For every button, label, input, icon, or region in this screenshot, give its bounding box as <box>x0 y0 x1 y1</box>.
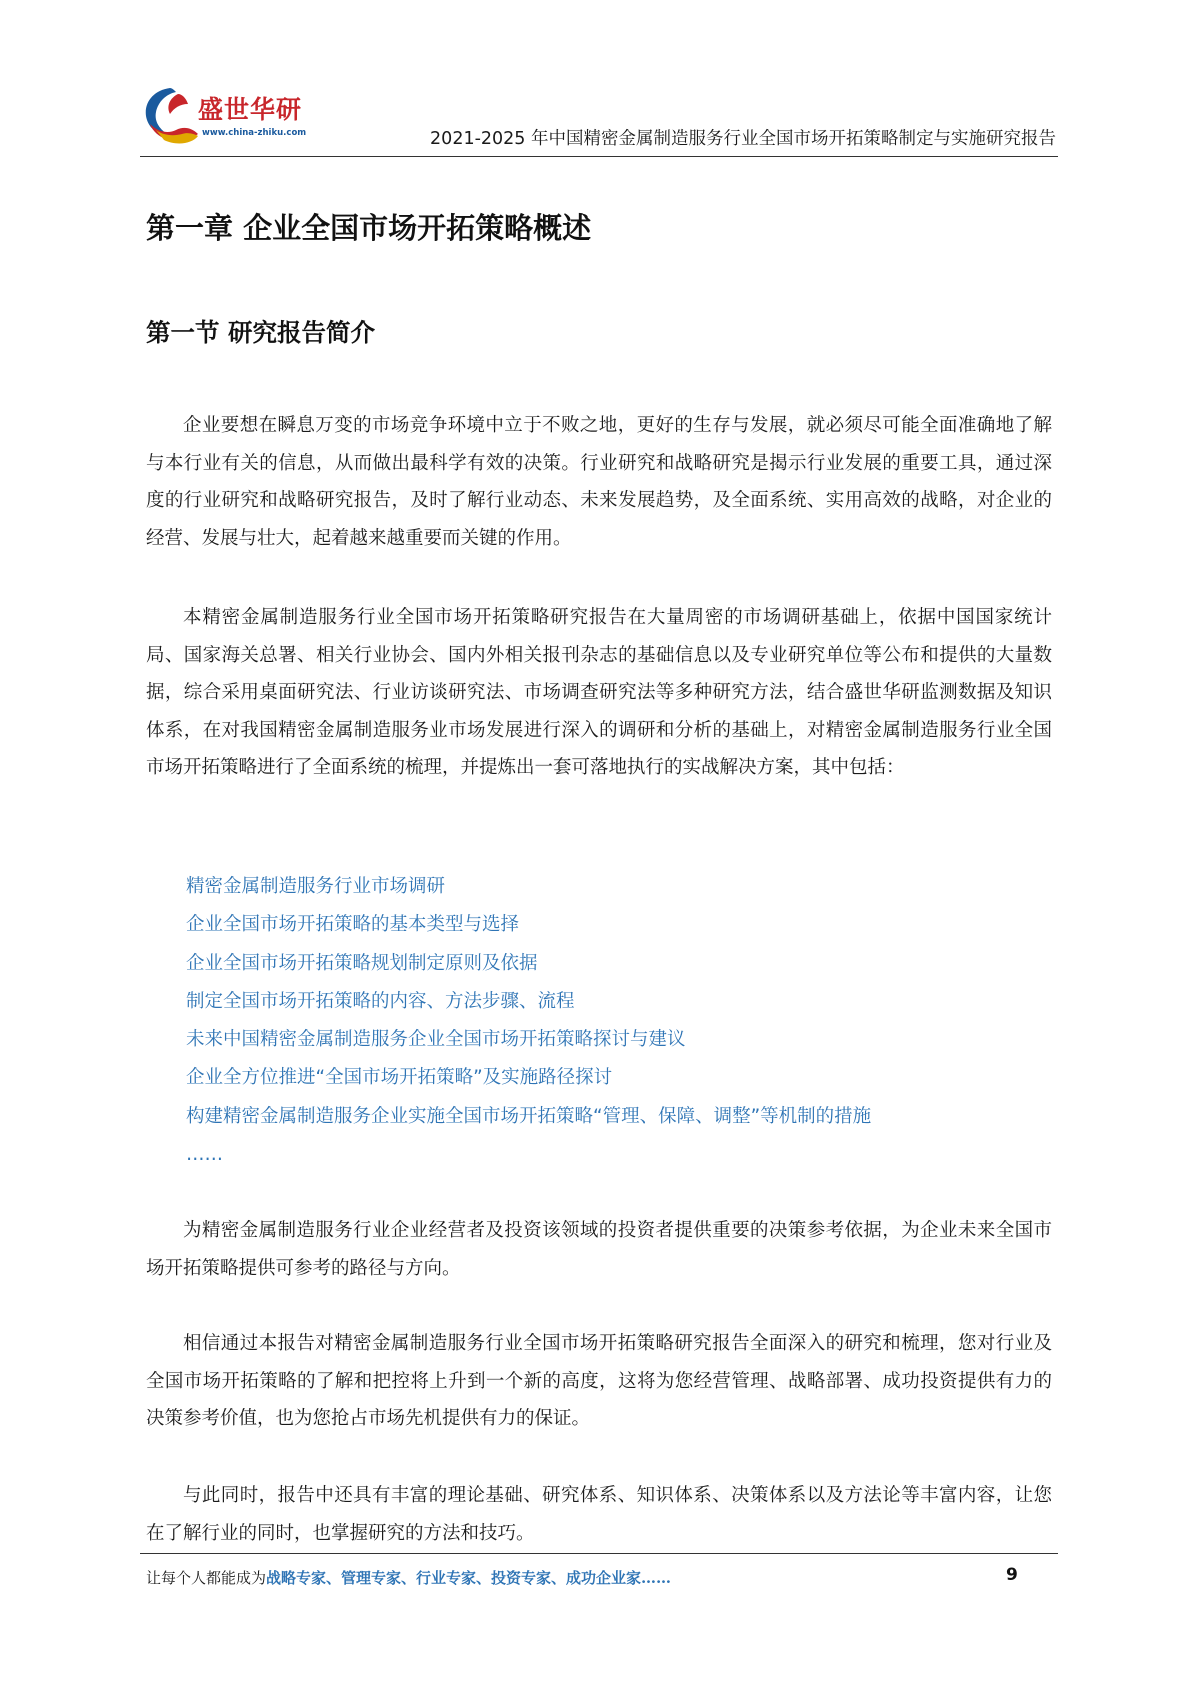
topic-item: 精密金属制造服务行业市场调研 <box>186 876 446 897</box>
purpose-paragraph: 为精密金属制造服务行业企业经营者及投资该领域的投资者提供重要的决策参考依据，为企业未来全国市场开拓策略提供可参考的路径与方向。 <box>146 1220 1052 1279</box>
closing-paragraph: 与此同时，报告中还具有丰富的理论基础、研究体系、知识体系、决策体系以及方法论等丰富内容，让您在了解行业的同时，也掌握研究的方法和技巧。 <box>146 1485 1052 1544</box>
topic-item: 企业全国市场开拓策略的基本类型与选择 <box>186 914 520 936</box>
logo-brand-name: 盛世华研 <box>198 95 303 124</box>
value-paragraph: 相信通过本报告对精密金属制造服务行业全国市场开拓策略研究报告全面深入的研究和梳理，您对行业及全国市场开拓策略的了解和把控将上升到一个新的高度，这将为您经营管理、战略部署、成功投资提供有力的决策参考价值，也为您抢占市场先机提供有力的保证。 <box>146 1333 1052 1429</box>
topic-item: 企业全国市场开拓策略规划制定原则及依据 <box>186 952 538 974</box>
topic-item: 企业全方位推进“全国市场开拓策略”及实施路径探讨 <box>186 1067 613 1089</box>
footer-slogan <box>146 1567 671 1588</box>
page-header <box>140 78 1058 157</box>
topic-item: 未来中国精密金属制造服务企业全国市场开拓策略探讨与建议 <box>186 1029 686 1051</box>
topic-item: 构建精密金属制造服务企业实施全国市场开拓策略“管理、保障、调整”等机制的措施 <box>186 1105 872 1127</box>
topic-item-ellipsis: …… <box>186 1144 223 1166</box>
topic-list <box>186 868 871 1174</box>
intro-paragraph: 企业要想在瞬息万变的市场竞争环境中立于不败之地，更好的生存与发展，就必须尽可能全面准确地了解与本行业有关的信息，从而做出最科学有效的决策。行业研究和战略研究是揭示行业发展的重要工具，通过深度的行业研究和战略研究报告，及时了解行业动态、未来发展趋势，及全面系统、实用高效的战略，对企业的经营、发展与壮大，起着越来越重要而关键的作用。 <box>146 415 1052 549</box>
page-number: 9 <box>1006 1565 1018 1585</box>
slogan-lead: 让每个人都能成为 <box>146 1569 267 1587</box>
methodology-paragraph: 本精密金属制造服务行业全国市场开拓策略研究报告在大量周密的市场调研基础上，依据中国国家统计局、国家海关总署、相关行业协会、国内外相关报刊杂志的基础信息以及专业研究单位等公布和提供的大量数据，综合采用桌面研究法、行业访谈研究法、市场调查研究法等多种研究方法，结合盛世华研监测数据及知识体系，在对我国精密金属制造服务业市场发展进行深入的调研和分析的基础上，对精密金属制造服务行业全国市场开拓策略进行了全面系统的梳理，并提炼出一套可落地执行的实战解决方案，其中包括： <box>146 607 1052 778</box>
topic-item: 制定全国市场开拓策略的内容、方法步骤、流程 <box>186 990 575 1012</box>
chapter-title: 第一章 企业全国市场开拓策略概述 <box>146 211 592 245</box>
footer-divider <box>140 1553 1058 1554</box>
company-logo <box>140 84 320 148</box>
section-title: 第一节 研究报告简介 <box>146 318 376 347</box>
logo-emblem-icon <box>140 84 202 146</box>
logo-website: www.china-zhiku.com <box>202 128 307 138</box>
report-title: 2021-2025 年中国精密金属制造服务行业全国市场开拓策略制定与实施研究报告 <box>430 129 1056 149</box>
slogan-roles: 战略专家、管理专家、行业专家、投资专家、成功企业家…… <box>266 1569 672 1587</box>
